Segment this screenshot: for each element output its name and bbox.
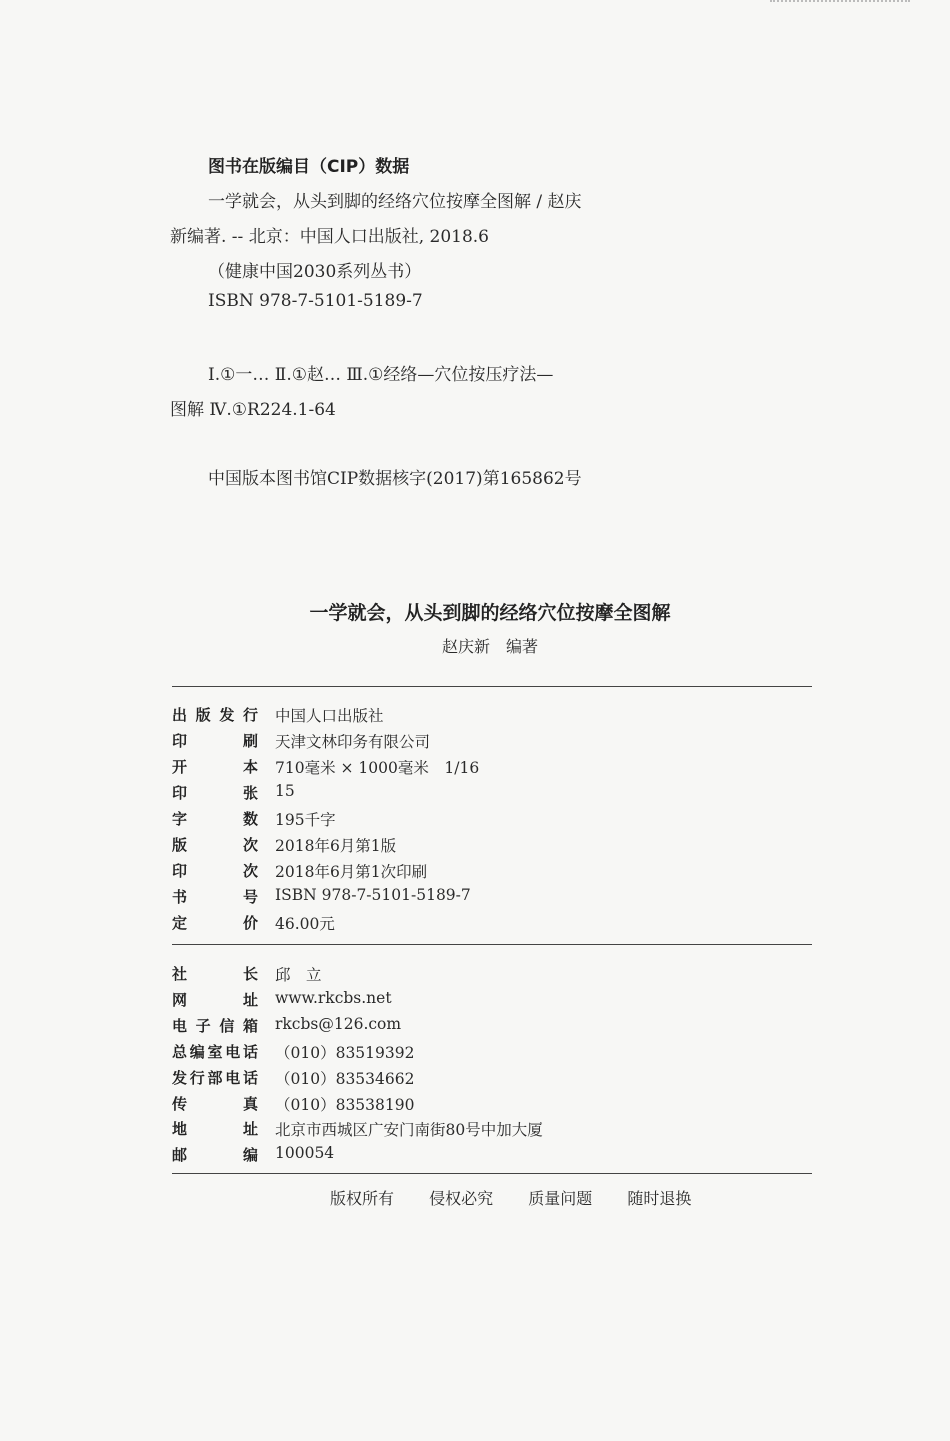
contact-label: [172, 1067, 258, 1088]
footer-item: 版权所有: [330, 1189, 395, 1208]
label-char: 行: [189, 1069, 205, 1087]
label-char: 版: [172, 836, 188, 854]
label-char: 话: [242, 1069, 258, 1087]
info-value: 2018年6月第1版: [275, 837, 397, 855]
contact-row: [172, 963, 792, 987]
info-value: 195千字: [275, 811, 336, 829]
info-value: ISBN 978-7-5101-5189-7: [275, 886, 471, 904]
info-label: [172, 808, 258, 829]
copyright-notice: [330, 1186, 709, 1209]
label-char: 网: [172, 991, 188, 1009]
label-char: 址: [242, 991, 258, 1009]
contact-row: [172, 1067, 792, 1091]
contact-label: [172, 1144, 258, 1165]
label-char: 地: [172, 1120, 188, 1138]
label-char: 信: [219, 1017, 235, 1035]
label-char: 发: [219, 706, 235, 724]
info-value: 46.00元: [275, 915, 335, 933]
label-char: 号: [242, 888, 258, 906]
label-char: 行: [242, 706, 258, 724]
website-value: www.rkcbs.net: [275, 989, 392, 1007]
info-row: [172, 834, 792, 858]
info-label: [172, 756, 258, 777]
phone-value: （010）83534662: [275, 1070, 415, 1088]
footer-item: 质量问题: [528, 1189, 593, 1208]
label-char: 刷: [242, 732, 258, 750]
contact-row: [172, 1041, 792, 1065]
book-title: 一学就会，从头到脚的经络穴位按摩全图解: [309, 602, 671, 624]
label-char: 版: [195, 706, 211, 724]
info-value: 中国人口出版社: [275, 707, 384, 725]
label-char: 长: [242, 965, 258, 983]
divider-middle: [172, 944, 812, 945]
label-char: 价: [242, 914, 258, 932]
cip-line-classification-cont: 图解 Ⅳ.①R224.1-64: [170, 400, 336, 420]
info-row: [172, 886, 792, 910]
info-row: [172, 860, 792, 884]
phone-value: （010）83519392: [275, 1044, 415, 1062]
info-row: [172, 808, 792, 832]
contact-label: [172, 1093, 258, 1114]
info-row: [172, 912, 792, 936]
email-value: rkcbs@126.com: [275, 1015, 402, 1033]
label-char: 次: [242, 862, 258, 880]
label-char: 话: [242, 1043, 258, 1061]
label-char: 编: [189, 1043, 205, 1061]
postcode-value: 100054: [275, 1144, 335, 1162]
contact-label: [172, 1041, 258, 1062]
label-char: 电: [172, 1017, 188, 1035]
label-char: 发: [172, 1069, 188, 1087]
info-label: [172, 730, 258, 751]
label-char: 书: [172, 888, 188, 906]
info-value: 15: [275, 782, 295, 800]
label-char: 电: [225, 1043, 241, 1061]
label-char: 邮: [172, 1146, 188, 1164]
label-char: 本: [242, 758, 258, 776]
label-char: 真: [242, 1095, 258, 1113]
label-char: 张: [242, 784, 258, 802]
cip-line-publisher: 新编著. -- 北京：中国人口出版社, 2018.6: [170, 227, 489, 247]
footer-item: 侵权必究: [429, 1189, 494, 1208]
info-label: [172, 834, 258, 855]
fax-value: （010）83538190: [275, 1096, 415, 1114]
info-label: [172, 860, 258, 881]
cip-heading: 图书在版编目（CIP）数据: [208, 157, 410, 177]
label-char: 印: [172, 862, 188, 880]
contact-row: [172, 1093, 792, 1117]
divider-top: [172, 686, 812, 687]
info-row: [172, 782, 792, 806]
label-char: 传: [172, 1095, 188, 1113]
info-value: 2018年6月第1次印刷: [275, 863, 428, 881]
info-label: [172, 912, 258, 933]
label-char: 开: [172, 758, 188, 776]
cip-line-record-number: 中国版本图书馆CIP数据核字(2017)第165862号: [208, 469, 582, 489]
divider-bottom: [172, 1173, 812, 1174]
contact-row: [172, 1118, 792, 1142]
label-char: 址: [242, 1120, 258, 1138]
cip-line-isbn: ISBN 978-7-5101-5189-7: [208, 291, 423, 311]
label-char: 定: [172, 914, 188, 932]
contact-label: [172, 1015, 258, 1036]
contact-row: [172, 1144, 792, 1168]
scan-edge-marks: [770, 0, 910, 8]
cip-line-series: （健康中国2030系列丛书）: [208, 262, 422, 282]
label-char: 部: [207, 1069, 223, 1087]
label-char: 数: [242, 810, 258, 828]
info-label: [172, 704, 258, 725]
label-char: 次: [242, 836, 258, 854]
book-author: 赵庆新 编著: [441, 637, 538, 656]
info-value: 天津文林印务有限公司: [275, 733, 431, 751]
contact-label: [172, 989, 258, 1010]
info-label: [172, 886, 258, 907]
label-char: 子: [195, 1017, 211, 1035]
contact-row: [172, 989, 792, 1013]
label-char: 社: [172, 965, 188, 983]
info-row: [172, 704, 792, 728]
contact-value: 邱 立: [275, 966, 322, 984]
label-char: 箱: [242, 1017, 258, 1035]
label-char: 编: [242, 1146, 258, 1164]
footer-item: 随时退换: [627, 1189, 692, 1208]
label-char: 印: [172, 784, 188, 802]
label-char: 电: [225, 1069, 241, 1087]
label-char: 出: [172, 706, 188, 724]
label-char: 总: [172, 1043, 188, 1061]
label-char: 印: [172, 732, 188, 750]
info-row: [172, 730, 792, 754]
contact-label: [172, 1118, 258, 1139]
info-value: 710毫米 × 1000毫米 1/16: [275, 759, 480, 777]
label-char: 室: [207, 1043, 223, 1061]
cip-line-title: 一学就会，从头到脚的经络穴位按摩全图解 / 赵庆: [208, 192, 582, 212]
label-char: 字: [172, 810, 188, 828]
cip-line-classification: Ⅰ.①一… Ⅱ.①赵… Ⅲ.①经络—穴位按压疗法—: [208, 365, 554, 385]
info-label: [172, 782, 258, 803]
address-value: 北京市西城区广安门南街80号中加大厦: [275, 1121, 543, 1139]
contact-row: [172, 1015, 792, 1039]
contact-label: [172, 963, 258, 984]
info-row: [172, 756, 792, 780]
